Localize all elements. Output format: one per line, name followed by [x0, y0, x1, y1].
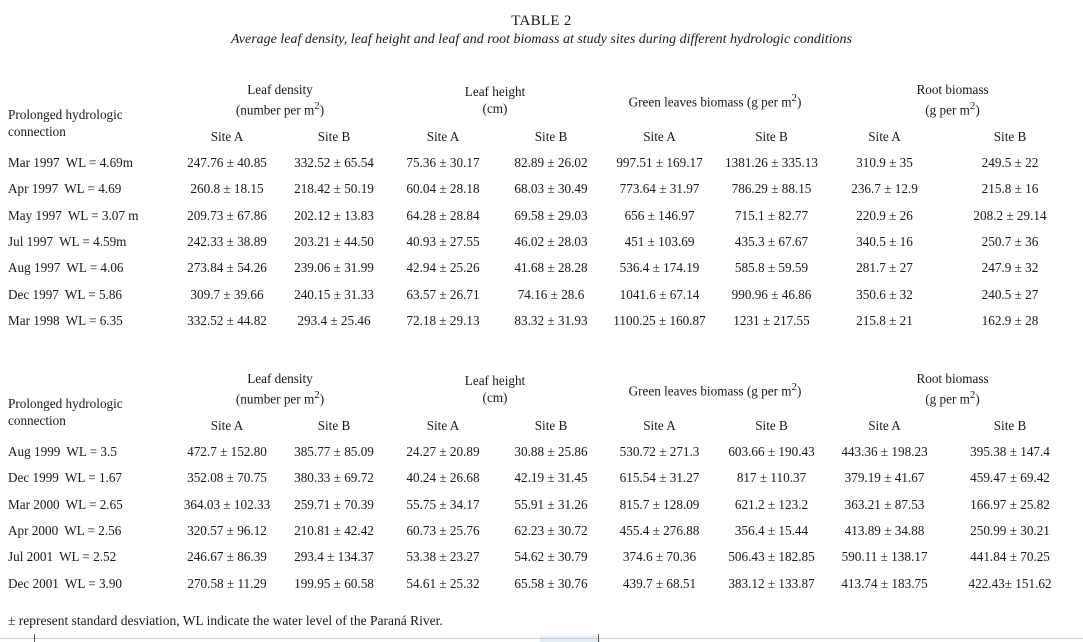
table-cell: 340.5 ± 16 [856, 234, 913, 250]
row-label-header [8, 365, 173, 428]
table-cell: 68.03 ± 30.49 [514, 181, 588, 197]
row-date: Aug 1999 [8, 444, 61, 460]
table-row [8, 308, 1078, 334]
table-cell: 46.02 ± 28.03 [514, 234, 588, 250]
table-cell: 215.8 ± 21 [856, 312, 913, 328]
table-cell: 603.66 ± 190.43 [728, 444, 815, 460]
table-cell: 240.15 ± 31.33 [294, 286, 374, 302]
table-cell: 309.7 ± 39.66 [190, 286, 264, 302]
row-date: May 1997 [8, 207, 62, 223]
table-cell: 536.4 ± 174.19 [619, 260, 700, 276]
row-label [8, 203, 173, 229]
table-cell: 439.7 ± 68.51 [622, 575, 697, 591]
table-cell: 210.81 ± 42.42 [294, 523, 374, 539]
table-cell: 363.21 ± 87.53 [844, 496, 925, 512]
table-cell: 250.99 ± 30.21 [970, 523, 1050, 539]
site-a-header: Site A [210, 418, 244, 433]
table-cell: 350.6 ± 32 [856, 286, 913, 302]
row-water-level: WL = 5.86 [64, 286, 123, 302]
table-cell: 621.2 ± 123.2 [734, 496, 809, 512]
table-cell: 236.7 ± 12.9 [851, 181, 918, 197]
table-cell: 166.97 ± 25.82 [970, 496, 1050, 512]
table-cell: 273.84 ± 54.26 [187, 260, 267, 276]
table-row [8, 518, 1078, 544]
table-part-2 [8, 365, 1078, 597]
table-cell: 656 ± 146.97 [624, 207, 695, 223]
table-cell: 585.8 ± 59.59 [734, 260, 809, 276]
table-cell: 75.36 ± 30.17 [406, 155, 480, 171]
site-b-header: Site B [755, 418, 788, 433]
table-cell: 53.38 ± 23.27 [406, 549, 480, 565]
table-cell: 459.47 ± 69.42 [970, 470, 1050, 486]
table-cell: 72.18 ± 29.13 [406, 312, 480, 328]
table-cell: 247.9 ± 32 [981, 260, 1039, 276]
row-label [8, 439, 173, 465]
table-cell: 380.33 ± 69.72 [294, 470, 374, 486]
table-cell: 615.54 ± 31.27 [619, 470, 700, 486]
row-water-level: WL = 1.67 [64, 470, 123, 486]
table-cell: 451 ± 103.69 [624, 234, 695, 250]
table-cell: 395.38 ± 147.4 [970, 444, 1050, 460]
row-label [8, 465, 173, 491]
row-label-line2: connection [8, 124, 66, 139]
leaf-density-header: Leaf density (number per $m^2$) [235, 82, 325, 118]
row-label [8, 492, 173, 518]
table-cell: 203.21 ± 44.50 [294, 234, 374, 250]
row-label [8, 544, 173, 570]
table-row [8, 439, 1078, 465]
table-cell: 24.27 ± 20.89 [406, 444, 480, 460]
table-row [8, 281, 1078, 307]
row-label [8, 255, 173, 281]
table-cell: 364.03 ± 102.33 [183, 496, 271, 512]
row-water-level: WL = 2.52 [59, 549, 117, 565]
table-number: TABLE 2 [511, 13, 572, 29]
table-cell: 65.58 ± 30.76 [514, 575, 588, 591]
footnote: ± represent standard desviation, WL indicate the water level of the Paraná River. [8, 613, 443, 628]
table-cell: 246.67 ± 86.39 [187, 549, 267, 565]
row-label [8, 570, 173, 596]
site-a-header: Site A [643, 418, 676, 433]
table-cell: 250.7 ± 36 [981, 234, 1039, 250]
green-biomass-header: Green leaves biomass (g per $m^2$) [628, 91, 802, 110]
table-cell: 443.36 ± 198.23 [841, 444, 928, 460]
table-cell: 249.5 ± 22 [981, 155, 1039, 171]
table-cell: 472.7 ± 152.80 [187, 444, 267, 460]
site-b-header: Site B [534, 129, 568, 144]
root-biomass-header: Root biomass (g per $m^2$) [916, 371, 989, 407]
table-cell: 1381.26 ± 335.13 [725, 155, 818, 171]
table-cell: 990.96 ± 46.86 [731, 286, 812, 302]
leaf-height-header: Leaf height (cm) [464, 84, 526, 116]
table-cell: 54.62 ± 30.79 [514, 549, 588, 565]
page-edge-rule [0, 638, 1083, 639]
table-cell: 786.29 ± 88.15 [731, 181, 812, 197]
site-b-header: Site B [755, 129, 788, 144]
table-cell: 82.89 ± 26.02 [514, 155, 588, 171]
table-cell: 40.93 ± 27.55 [406, 234, 480, 250]
table-cell: 260.8 ± 18.15 [190, 181, 264, 197]
row-label-line1: Prolonged hydrologic [8, 396, 123, 411]
site-b-header: Site B [317, 418, 351, 433]
site-a-header: Site A [426, 418, 460, 433]
row-date: Aug 1997 [8, 260, 61, 276]
table-cell: 413.89 ± 34.88 [844, 523, 925, 539]
table-cell: 352.08 ± 70.75 [187, 470, 267, 486]
table-cell: 715.1 ± 82.77 [734, 207, 809, 223]
table-cell: 413.74 ± 183.75 [841, 575, 928, 591]
row-label-line2: connection [8, 413, 66, 428]
table-caption: Average leaf density, leaf height and leaf and root biomass at study sites during different hydrologic conditions [231, 32, 852, 47]
row-water-level: WL = 3.07 m [67, 207, 139, 223]
scan-artifact [540, 636, 600, 642]
table-row [8, 150, 1078, 176]
table-cell: 42.94 ± 25.26 [406, 260, 480, 276]
row-label [8, 229, 173, 255]
page-edge-mark [598, 634, 599, 642]
row-label-header [8, 76, 173, 139]
table-cell: 199.95 ± 60.58 [294, 575, 374, 591]
table-cell: 259.71 ± 70.39 [294, 496, 374, 512]
row-date: Jul 1997 [8, 234, 54, 250]
table-cell: 30.88 ± 25.86 [514, 444, 588, 460]
row-label [8, 518, 173, 544]
table-cell: 60.73 ± 25.76 [406, 523, 480, 539]
row-water-level: WL = 4.69 [64, 181, 122, 197]
table-cell: 506.43 ± 182.85 [728, 549, 815, 565]
table-row [8, 544, 1078, 570]
table-cell: 62.23 ± 30.72 [514, 523, 588, 539]
table-cell: 242.33 ± 38.89 [187, 234, 267, 250]
table-cell: 332.52 ± 65.54 [294, 155, 374, 171]
table-cell: 332.52 ± 44.82 [187, 312, 267, 328]
site-a-header: Site A [643, 129, 676, 144]
table-body [8, 439, 1078, 597]
table-row [8, 570, 1078, 596]
site-a-header: Site A [426, 129, 460, 144]
table-cell: 815.7 ± 128.09 [619, 496, 700, 512]
table-cell: 54.61 ± 25.32 [406, 575, 480, 591]
site-b-header: Site B [993, 129, 1027, 144]
table-cell: 422.43± 151.62 [968, 575, 1052, 591]
table-cell: 773.64 ± 31.97 [619, 181, 700, 197]
row-date: Jul 2001 [8, 549, 54, 565]
row-date: Mar 1998 [8, 312, 60, 328]
table-cell: 293.4 ± 25.46 [297, 312, 371, 328]
row-water-level: WL = 3.90 [64, 575, 123, 591]
table-cell: 220.9 ± 26 [856, 207, 913, 223]
row-water-level: WL = 6.35 [65, 312, 123, 328]
row-date: Mar 2000 [8, 496, 60, 512]
table-row [8, 492, 1078, 518]
table-row [8, 465, 1078, 491]
table-part-1 [8, 76, 1078, 334]
table-cell: 320.57 ± 96.12 [187, 523, 267, 539]
table-cell: 209.73 ± 67.86 [187, 207, 267, 223]
table-cell: 208.2 ± 29.14 [973, 207, 1047, 223]
table-cell: 240.5 ± 27 [981, 286, 1039, 302]
table-cell: 55.91 ± 31.26 [514, 496, 588, 512]
row-water-level: WL = 2.65 [65, 496, 123, 512]
table-body [8, 150, 1078, 334]
table-cell: 817 ± 110.37 [736, 470, 807, 486]
row-date: Dec 1999 [8, 470, 59, 486]
root-biomass-header: Root biomass (g per $m^2$) [916, 82, 989, 118]
row-label [8, 281, 173, 307]
table-cell: 60.04 ± 28.18 [406, 181, 480, 197]
table-cell: 1100.25 ± 160.87 [613, 312, 706, 328]
table-cell: 40.24 ± 26.68 [406, 470, 480, 486]
table-cell: 239.06 ± 31.99 [294, 260, 374, 276]
row-water-level: WL = 4.69m [65, 155, 134, 171]
table-cell: 383.12 ± 133.87 [728, 575, 815, 591]
table-cell: 64.28 ± 28.84 [406, 207, 480, 223]
table-row [8, 203, 1078, 229]
table-cell: 162.9 ± 28 [981, 312, 1039, 328]
table-cell: 69.58 ± 29.03 [514, 207, 588, 223]
site-a-header: Site A [210, 129, 244, 144]
group-header-row [8, 76, 1078, 124]
table-cell: 41.68 ± 28.28 [514, 260, 588, 276]
row-date: Dec 1997 [8, 286, 59, 302]
table-cell: 281.7 ± 27 [856, 260, 913, 276]
table-row [8, 176, 1078, 202]
site-b-header: Site B [317, 129, 351, 144]
table-cell: 74.16 ± 28.6 [517, 286, 585, 302]
table-cell: 83.32 ± 31.93 [514, 312, 588, 328]
table-cell: 441.84 ± 70.25 [970, 549, 1050, 565]
table-cell: 590.11 ± 138.17 [841, 549, 928, 565]
table-cell: 1041.6 ± 67.14 [619, 286, 700, 302]
row-date: Mar 1997 [8, 155, 60, 171]
table-cell: 997.51 ± 169.17 [616, 155, 703, 171]
table-cell: 218.42 ± 50.19 [294, 181, 374, 197]
row-date: Dec 2001 [8, 575, 59, 591]
table-cell: 215.8 ± 16 [981, 181, 1039, 197]
page-edge-mark [34, 634, 35, 642]
leaf-density-header: Leaf density (number per $m^2$) [235, 371, 325, 407]
table-cell: 63.57 ± 26.71 [406, 286, 480, 302]
title-block [0, 13, 1083, 48]
table-cell: 270.58 ± 11.29 [187, 575, 267, 591]
table-cell: 356.4 ± 15.44 [734, 523, 809, 539]
table-cell: 55.75 ± 34.17 [406, 496, 480, 512]
site-b-header: Site B [993, 418, 1027, 433]
site-b-header: Site B [534, 418, 568, 433]
table-cell: 435.3 ± 67.67 [734, 234, 809, 250]
row-date: Apr 2000 [8, 523, 59, 539]
table-cell: 42.19 ± 31.45 [514, 470, 588, 486]
table-cell: 202.12 ± 13.83 [294, 207, 374, 223]
row-label-line1: Prolonged hydrologic [8, 107, 123, 122]
row-water-level: WL = 2.56 [64, 523, 122, 539]
site-a-header: Site A [868, 418, 901, 433]
table-cell: 310.9 ± 35 [856, 155, 913, 171]
table-cell: 455.4 ± 276.88 [619, 523, 700, 539]
group-header-row [8, 365, 1078, 413]
row-water-level: WL = 4.06 [66, 260, 124, 276]
table-row [8, 255, 1078, 281]
site-a-header: Site A [868, 129, 901, 144]
table-cell: 293.4 ± 134.37 [294, 549, 374, 565]
table-cell: 247.76 ± 40.85 [187, 155, 267, 171]
table-row [8, 229, 1078, 255]
table-cell: 374.6 ± 70.36 [622, 549, 697, 565]
table-cell: 385.77 ± 85.09 [294, 444, 374, 460]
table-cell: 530.72 ± 271.3 [619, 444, 700, 460]
row-date: Apr 1997 [8, 181, 59, 197]
table-cell: 1231 ± 217.55 [733, 312, 810, 328]
row-water-level: WL = 3.5 [66, 444, 117, 460]
row-label [8, 176, 173, 202]
leaf-height-header: Leaf height (cm) [464, 373, 526, 405]
table-cell: 379.19 ± 41.67 [844, 470, 925, 486]
row-label [8, 308, 173, 334]
row-water-level: WL = 4.59m [59, 234, 127, 250]
row-label [8, 150, 173, 176]
green-biomass-header: Green leaves biomass (g per $m^2$) [628, 380, 802, 399]
